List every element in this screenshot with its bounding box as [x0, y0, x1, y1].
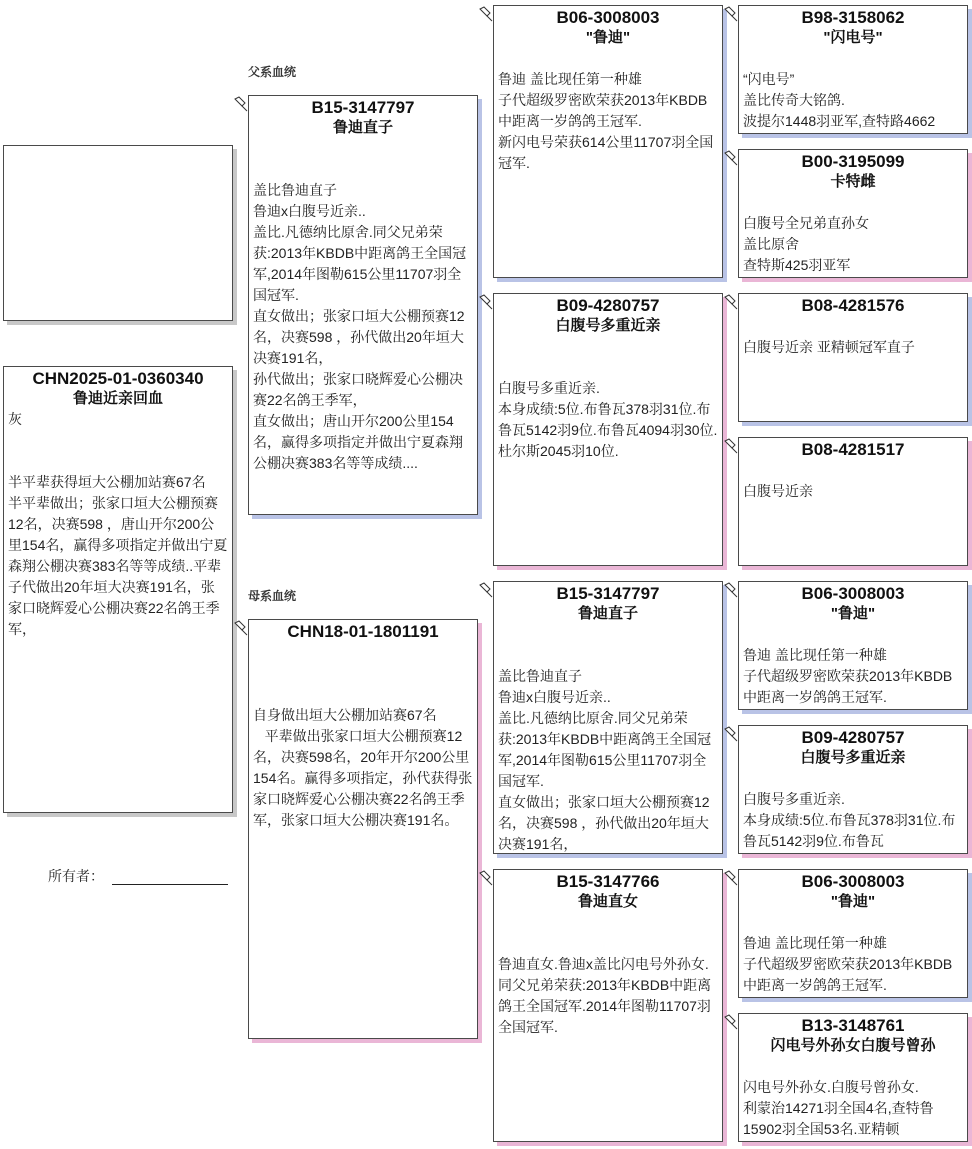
- dam-desc: 自身做出垣大公棚加站赛67名 平辈做出张家口垣大公棚预赛12名，决赛598名，20年开尔200公里154名。赢得多项指定，孙代获得张家口晓辉爱心公棚决赛22名鸽王季军，张家口垣大公棚决赛191名。: [253, 707, 473, 828]
- sds-desc: 白腹号近亲 亚精顿冠军直子: [743, 339, 915, 355]
- dam-dam-name: 鲁迪直女: [577, 893, 638, 910]
- dam-card: [248, 619, 478, 1039]
- dsd-ring: B09-4280757: [801, 728, 905, 747]
- ddd-name: 闪电号外孙女白腹号曾孙: [770, 1037, 936, 1054]
- sdd-card: [738, 437, 968, 566]
- sire-ring: B15-3147797: [311, 98, 415, 117]
- dss-card: [738, 581, 968, 710]
- dam-line-label: 母系血统: [248, 589, 297, 603]
- pin-icon: [723, 726, 739, 742]
- pin-icon: [478, 582, 494, 598]
- dds-desc: 鲁迪 盖比现任第一种雄 子代超级罗密欧荣获2013年KBDB中距离一岁鸽鸽王冠军.: [743, 935, 953, 993]
- sire-sire-card: [493, 5, 723, 278]
- sdd-desc: 白腹号近亲: [743, 483, 813, 499]
- sds-card: [738, 293, 968, 422]
- ddd-ring: B13-3148761: [801, 1016, 905, 1035]
- pin-icon: [233, 96, 249, 112]
- dam-sire-card: [493, 581, 723, 854]
- photo-box: [3, 145, 233, 321]
- dds-card: [738, 869, 968, 998]
- pin-icon: [723, 6, 739, 22]
- sds-ring: B08-4281576: [801, 296, 905, 315]
- sire-dam-desc: 白腹号多重近亲. 本身成绩:5位.布鲁瓦378羽31位.布鲁瓦5142羽9位.布鲁瓦4094羽30位.杜尔斯2045羽10位.: [498, 380, 718, 459]
- subject-ring: CHN2025-01-0360340: [32, 369, 204, 388]
- dsd-name: 白腹号多重近亲: [800, 749, 906, 766]
- owner-line: [112, 884, 228, 885]
- subject-card: [3, 366, 233, 813]
- pin-icon: [723, 438, 739, 454]
- dsd-card: [738, 725, 968, 854]
- sire-sire-desc: 鲁迪 盖比现任第一种雄 子代超级罗密欧荣获2013年KBDB中距离一岁鸽鸽王冠军. 新闪电号荣获614公里11707羽全国冠军.: [498, 71, 714, 171]
- pin-icon: [723, 294, 739, 310]
- pin-icon: [478, 294, 494, 310]
- sire-dam-name: 白腹号多重近亲: [555, 317, 661, 334]
- pin-icon: [233, 620, 249, 636]
- dam-sire-name: 鲁迪直子: [577, 605, 638, 622]
- dds-name: "鲁迪": [830, 893, 876, 910]
- pin-icon: [723, 582, 739, 598]
- sdd-ring: B08-4281517: [801, 440, 905, 459]
- sss-name: "闪电号": [823, 29, 883, 46]
- sire-dam-ring: B09-4280757: [556, 296, 660, 315]
- dds-ring: B06-3008003: [801, 872, 905, 891]
- sire-line-label: 父系血统: [248, 65, 297, 79]
- sss-card: [738, 5, 968, 134]
- pin-icon: [723, 1014, 739, 1030]
- dam-dam-ring: B15-3147766: [556, 872, 660, 891]
- dam-ring: CHN18-01-1801191: [287, 622, 439, 641]
- ssd-card: [738, 149, 968, 278]
- sire-name: 鲁迪直子: [332, 119, 393, 136]
- sire-card: [248, 95, 478, 515]
- dss-ring: B06-3008003: [801, 584, 905, 603]
- pin-icon: [478, 6, 494, 22]
- dam-sire-desc: 盖比鲁迪直子 鲁迪x白腹号近亲.. 盖比.凡德纳比原舍.同父兄弟荣获:2013年KBDB中距离鸽王全国冠军,2014年图勒615公里11707羽全国冠军. 直女做出；张家口垣大公棚预赛12名，决赛598 ，孙代做出20年垣大决赛191名，: [498, 668, 712, 852]
- sire-sire-name: "鲁迪": [585, 29, 631, 46]
- subject-name: 鲁迪近亲回血: [72, 390, 163, 407]
- ssd-name: 卡特雌: [830, 173, 876, 190]
- ddd-desc: 闪电号外孙女.白腹号曾孙女. 利蒙治14271羽全国4名,查特鲁15902羽全国53名.亚精顿: [743, 1079, 934, 1137]
- owner-label: 所有者：: [48, 868, 104, 884]
- dss-name: "鲁迪": [830, 605, 876, 622]
- ddd-card: [738, 1013, 968, 1142]
- sss-desc: “闪电号” 盖比传奇大铭鸽. 波提尔1448羽亚军,查特路4662: [743, 71, 936, 129]
- pin-icon: [478, 870, 494, 886]
- sire-desc: 盖比鲁迪直子 鲁迪x白腹号近亲.. 盖比.凡德纳比原舍.同父兄弟荣获:2013年KBDB中距离鸽王全国冠军,2014年图勒615公里11707羽全国冠军. 直女做出；张家口垣大公棚预赛12名，决赛598 ，孙代做出20年垣大决赛191名， 孙代做出；张家口晓辉爱心公棚决赛22名鸽王季军， 直女做出；唐山开尔200公里154名，赢得多项指定并做出宁夏森翔公棚决赛383名等等成绩....: [253, 182, 467, 471]
- ssd-ring: B00-3195099: [801, 152, 905, 171]
- subject-desc: 灰 半平辈获得垣大公棚加站赛67名 半平辈做出；张家口垣大公棚预赛12名，决赛598 ，唐山开尔200公里154名，赢得多项指定并做出宁夏森翔公棚决赛383名等等成绩..平辈子代做出20年垣大决赛191名，张家口晓辉爱心公棚决赛22名鸽王季军，: [8, 411, 228, 637]
- dsd-desc: 白腹号多重近亲. 本身成绩:5位.布鲁瓦378羽31位.布鲁瓦5142羽9位.布鲁瓦: [743, 791, 956, 849]
- sire-dam-card: [493, 293, 723, 566]
- dam-sire-ring: B15-3147797: [556, 584, 660, 603]
- dam-dam-desc: 鲁迪直女.鲁迪x盖比闪电号外孙女. 同父兄弟荣获:2013年KBDB中距离鸽王全国冠军.2014年图勒11707羽全国冠军.: [498, 956, 712, 1035]
- pin-icon: [723, 150, 739, 166]
- pin-icon: [723, 870, 739, 886]
- ssd-desc: 白腹号全兄弟直孙女 盖比原舍 查特斯425羽亚军: [743, 215, 869, 273]
- dam-dam-card: [493, 869, 723, 1142]
- dss-desc: 鲁迪 盖比现任第一种雄 子代超级罗密欧荣获2013年KBDB中距离一岁鸽鸽王冠军.: [743, 647, 953, 705]
- sire-sire-ring: B06-3008003: [556, 8, 660, 27]
- sss-ring: B98-3158062: [801, 8, 905, 27]
